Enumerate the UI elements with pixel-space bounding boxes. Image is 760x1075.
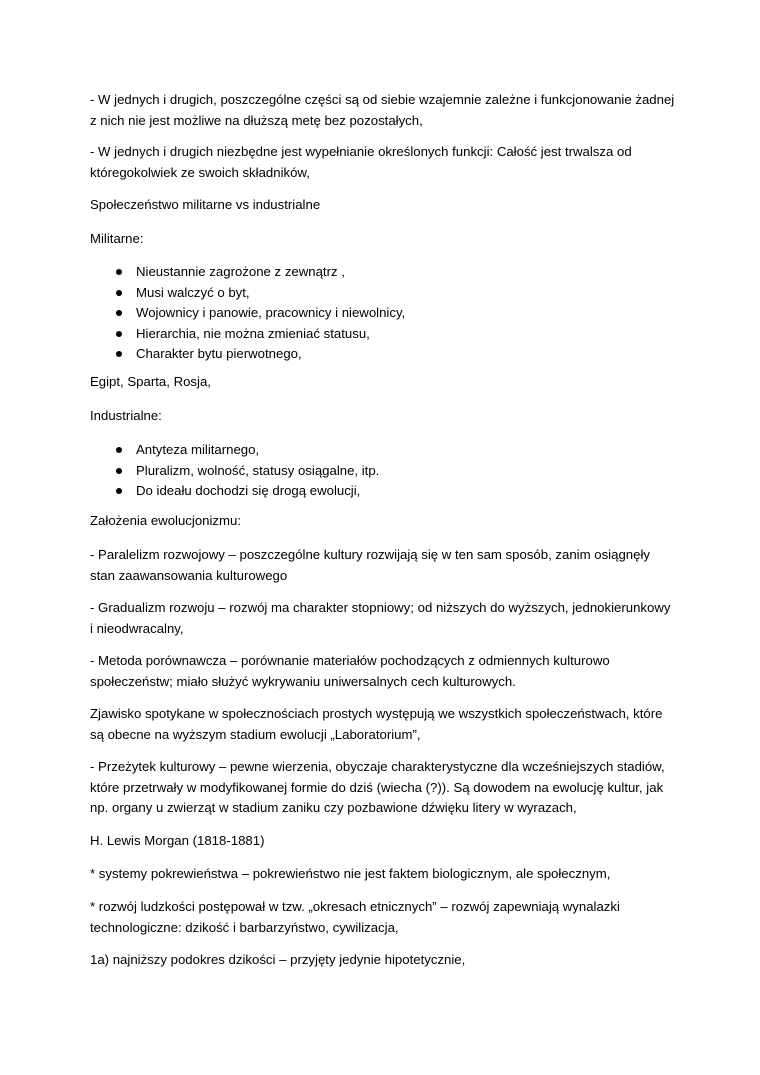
paragraph-examples: Egipt, Sparta, Rosja, [90, 374, 211, 389]
paragraph-paralelizm: - Paralelizm rozwojowy – poszczególne kultury rozwijają się w ten sam sposób, zanim osiągnęły stan zaawansowania kulturowego [90, 547, 654, 583]
list-item: Musi walczyć o byt, [90, 283, 675, 304]
heading-morgan: H. Lewis Morgan (1818-1881) [90, 833, 265, 848]
list-item: Pluralizm, wolność, statusy osiągalne, itp. [90, 461, 675, 482]
list-item: Do ideału dochodzi się drogą ewolucji, [90, 481, 675, 502]
heading-industrialne: Industrialne: [90, 408, 162, 423]
paragraph-dzikosc: 1a) najniższy podokres dzikości – przyjęty jedynie hipotetycznie, [90, 952, 466, 967]
bullet-icon [116, 290, 122, 296]
paragraph-okresy: * rozwój ludzkości postępował w tzw. „okresach etnicznych” – rozwój zapewniają wynalazki technologiczne: dzikość i barbarzyństwo, cywilizacja, [90, 899, 624, 935]
heading-militarne: Militarne: [90, 231, 144, 246]
paragraph-metoda: - Metoda porównawcza – porównanie materiałów pochodzących z odmiennych kulturowo społeczeństw; miało służyć wykrywaniu uniwersalnych cech kulturowych. [90, 653, 614, 689]
paragraph-przezytek: - Przeżytek kulturowy – pewne wierzenia, obyczaje charakterystyczne dla wcześniejszych stadiów, które przetrwały w modyfikowanej formie do dziś (wiecha (?)). Są dowodem na ewolucję kultur, jak np. organy u zwierząt w stadium zaniku czy pozbawione dźwięku litery w wyrazach, [90, 759, 669, 815]
list-item: Hierarchia, nie można zmieniać statusu, [90, 324, 675, 345]
list-item: Antyteza militarnego, [90, 440, 675, 461]
industrialne-list [90, 440, 675, 502]
heading-militarne-vs-industrialne: Społeczeństwo militarne vs industrialne [90, 197, 321, 212]
list-item: Nieustannie zagrożone z zewnątrz , [90, 262, 675, 283]
paragraph-zjawisko: Zjawisko spotykane w społecznościach prostych występują we wszystkich społeczeństwach, które są obecne na wyższym stadium ewolucji „Laboratorium”, [90, 706, 667, 742]
bullet-icon [116, 351, 122, 357]
list-item: Charakter bytu pierwotnego, [90, 344, 675, 365]
bullet-icon [116, 468, 122, 474]
bullet-icon [116, 331, 122, 337]
list-item: Wojownicy i panowie, pracownicy i niewolnicy, [90, 303, 675, 324]
paragraph-pokrewienstwo: * systemy pokrewieństwa – pokrewieństwo nie jest faktem biologicznym, ale społecznym, [90, 866, 611, 881]
militarne-list [90, 262, 675, 365]
bullet-icon [116, 488, 122, 494]
bullet-icon [116, 447, 122, 453]
paragraph-functions: - W jednych i drugich niezbędne jest wypełnianie określonych funkcji: Całość jest trwalsza od któregokolwiek ze swoich składników, [90, 144, 636, 180]
paragraph-interdependence: - W jednych i drugich, poszczególne części są od siebie wzajemnie zależne i funkcjonowanie żadnej z nich nie jest możliwe na dłuższą metę bez pozostałych, [90, 92, 678, 128]
paragraph-gradualizm: - Gradualizm rozwoju – rozwój ma charakter stopniowy; od niższych do wyższych, jednokierunkowy i nieodwracalny, [90, 600, 675, 636]
bullet-icon [116, 269, 122, 275]
bullet-icon [116, 310, 122, 316]
heading-zalozenia: Założenia ewolucjonizmu: [90, 513, 241, 528]
